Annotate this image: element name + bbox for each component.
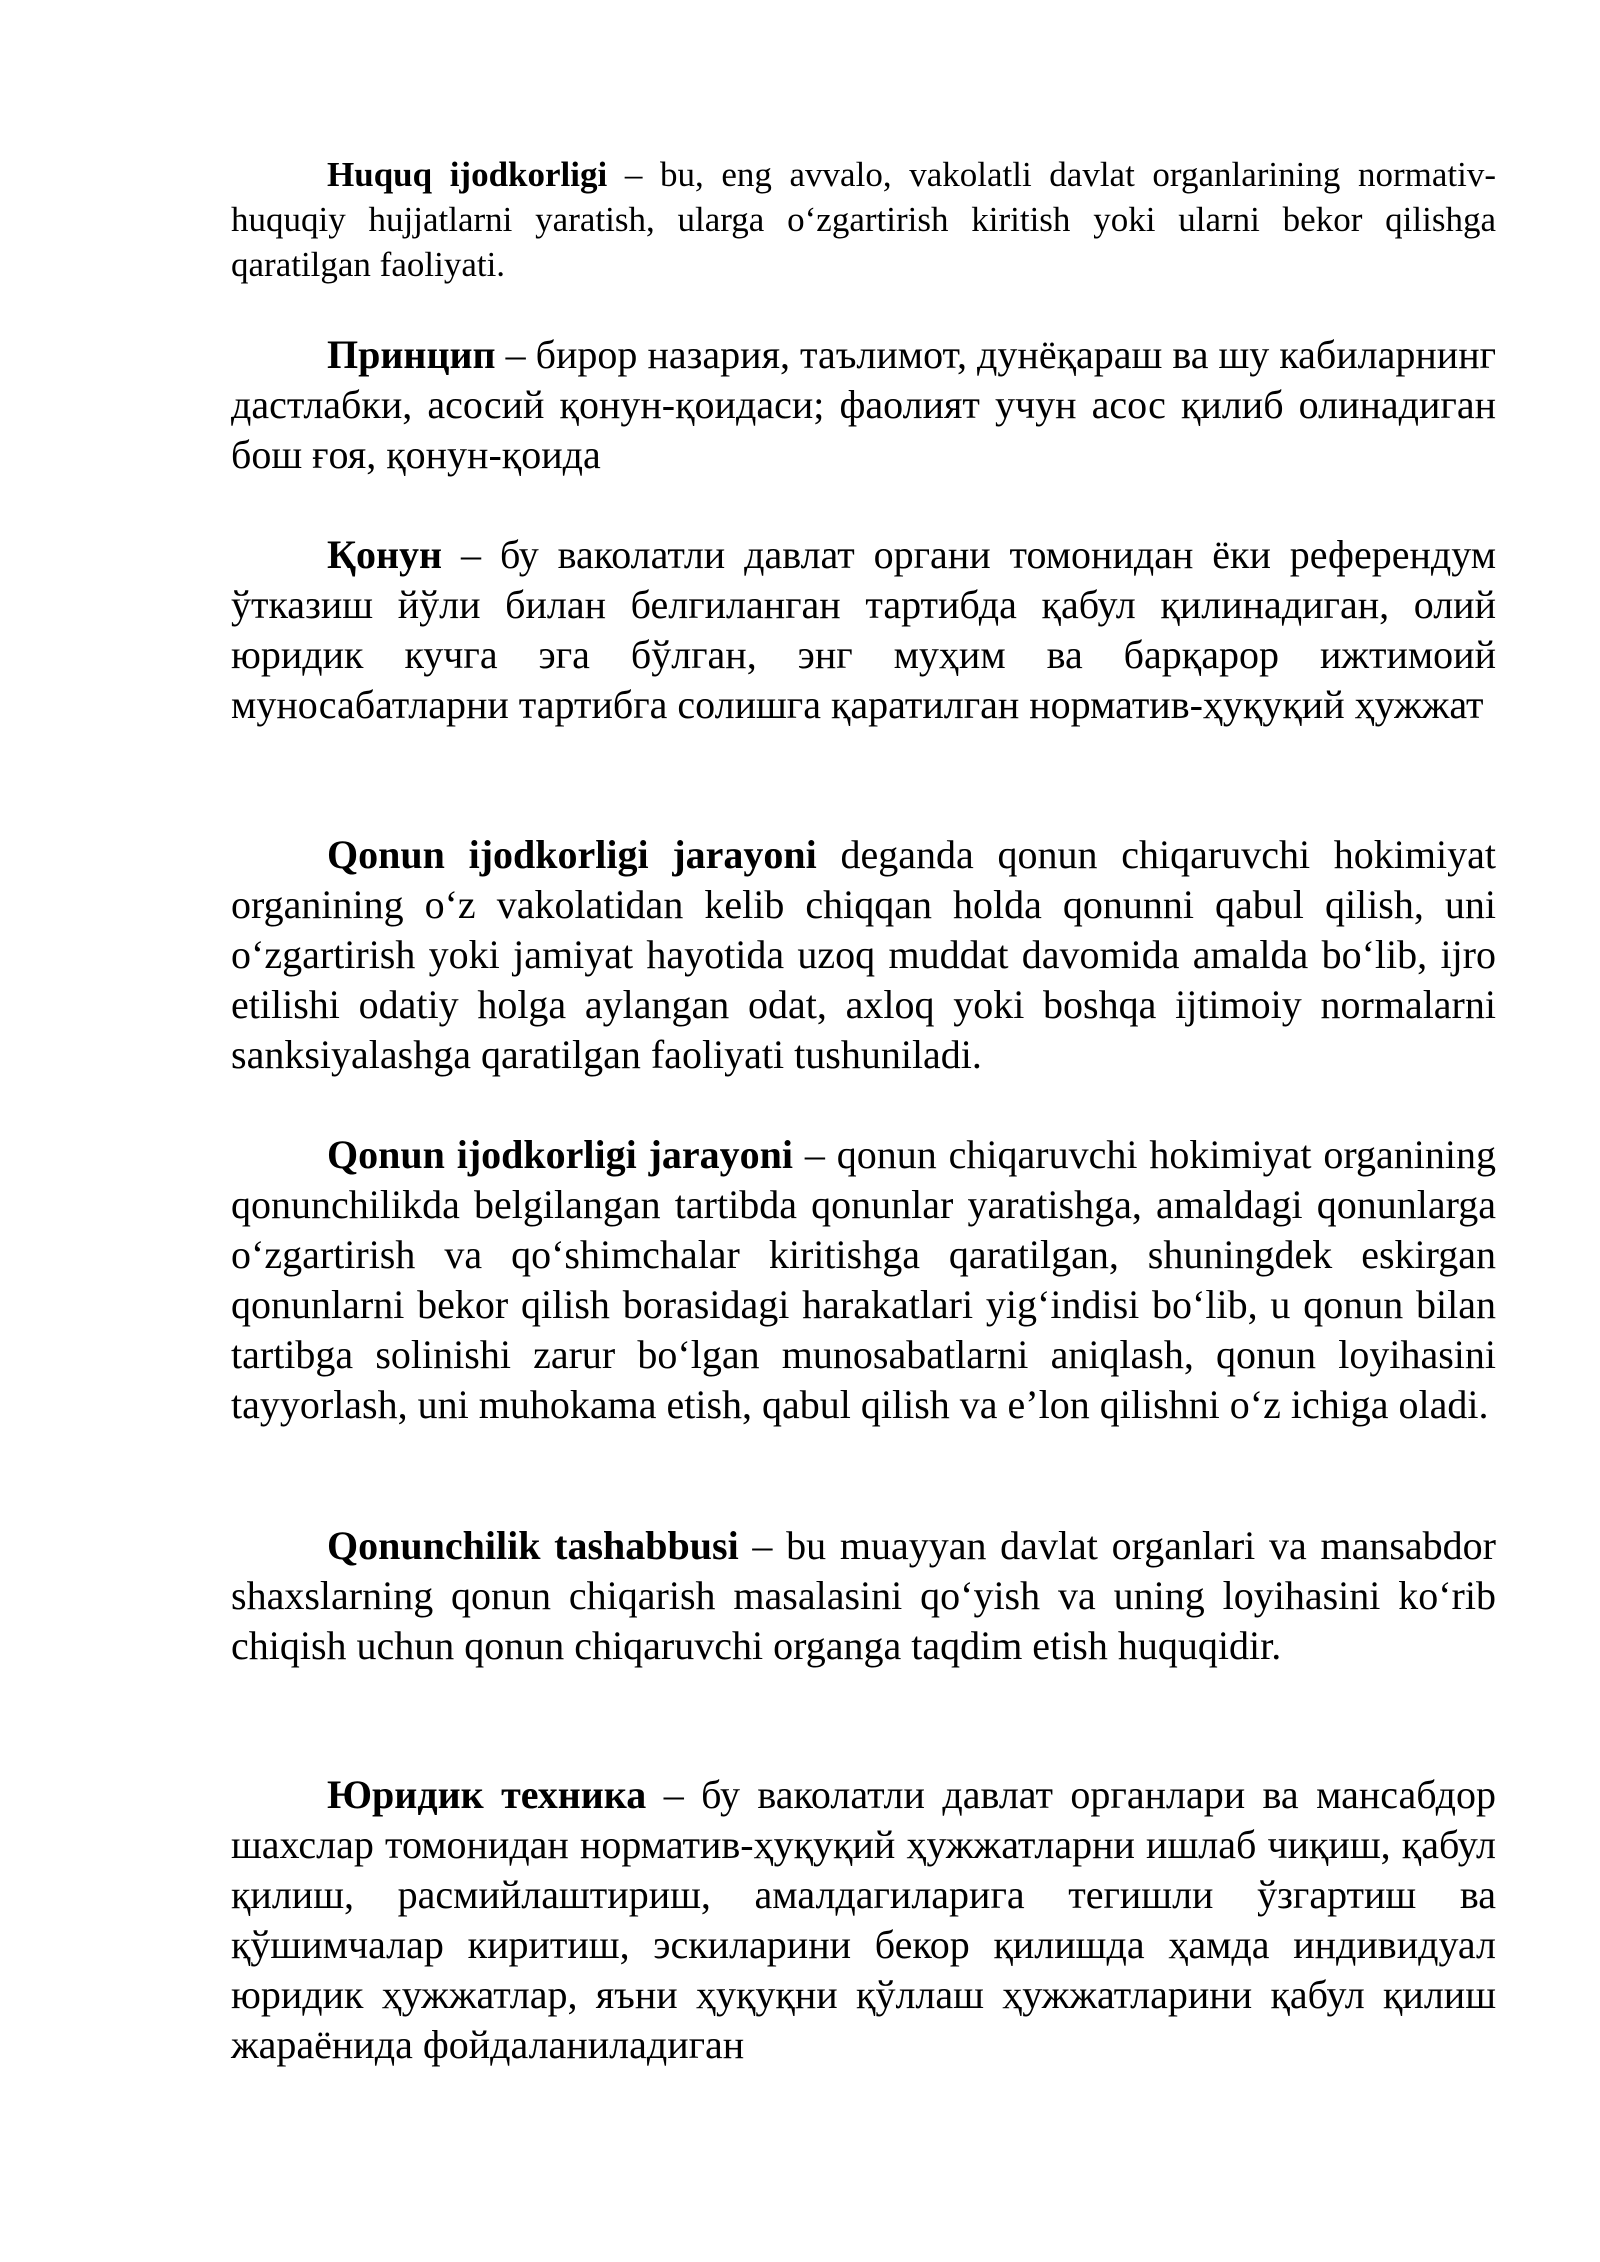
definition-term: Qonun ijodkorligi jarayoni <box>327 832 817 877</box>
definition-text: – бирор назария, таълимот, дунёқараш ва шу кабиларнинг дастлабки, асосий қонун-қоидаси; фаолият учун асос қилиб олинадиган бош ғоя, қонун-қоида <box>231 332 1496 477</box>
definition-paragraph-printsip <box>231 330 1496 480</box>
definition-text: – bu muayyan davlat organlari va mansabdor shaxslarning qonun chiqarish masalasini qo‘yish va uning loyihasini ko‘rib chiqish uchun qonun chiqaruvchi organga taqdim etish huquqidir. <box>231 1523 1496 1668</box>
definition-text: deganda qonun chiqaruvchi hokimiyat organining o‘z vakolatidan kelib chiqqan holda qonunni qabul qilish, uni o‘zgartirish yoki jamiyat hayotida uzoq muddat davomida amalda bo‘lib, ijro etilishi odatiy holga aylangan odat, axloq yoki boshqa ijtimoiy normalarni sanksiyalashga qaratilgan faoliyati tushuniladi. <box>231 832 1496 1077</box>
definition-term: Qonunchilik tashabbusi <box>327 1523 739 1568</box>
definition-term: Қонун <box>327 532 443 577</box>
definition-term: Принцип <box>327 332 496 377</box>
definition-text: – qonun chiqaruvchi hokimiyat organining qonunchilikda belgilangan tartibda qonunlar yaratishga, amaldagi qonunlarga o‘zgartirish va qo‘shimchalar kiritishga qaratilgan, shuningdek eskirgan qonunlarni bekor qilish borasidagi harakatlari yig‘indisi bo‘lib, u qonun bilan tartibga solinishi zarur bo‘lgan munosabatlarni aniqlash, qonun loyihasini tayyorlash, uni muhokama etish, qabul qilish va e’lon qilishni o‘z ichiga oladi. <box>231 1132 1496 1427</box>
definition-term: Huquq ijodkorligi <box>327 155 608 194</box>
definition-paragraph-qonun-ijodkorligi-jarayoni-2 <box>231 1130 1496 1430</box>
definition-text: – bu, eng avvalo, vakolatli davlat organlarining normativ-huquqiy hujjatlarni yaratish, ularga o‘zgartirish kiritish yoki ularni bekor qilishga qaratilgan faoliyati. <box>231 155 1496 284</box>
definition-term: Юридик техника <box>327 1772 647 1817</box>
definition-paragraph-yuridik-texnika <box>231 1770 1496 2070</box>
definition-term: Qonun ijodkorligi jarayoni <box>327 1132 794 1177</box>
definition-paragraph-qonun-ijodkorligi-jarayoni-1 <box>231 830 1496 1080</box>
definition-paragraph-huquq-ijodkorligi <box>231 152 1496 287</box>
definition-paragraph-qonunchilik-tashabbusi <box>231 1521 1496 1671</box>
definition-paragraph-qonun <box>231 530 1496 730</box>
definition-text: – бу ваколатли давлат органи томонидан ёки референдум ўтказиш йўли билан белгиланган тартибда қабул қилинадиган, олий юридик кучга эга бўлган, энг муҳим ва барқарор ижтимоий муносабатларни тартибга солишга қаратилган норматив-ҳуқуқий ҳужжат <box>231 532 1496 727</box>
definition-text: – бу ваколатли давлат органлари ва мансабдор шахслар томонидан норматив-ҳуқуқий ҳужжатларни ишлаб чиқиш, қабул қилиш, расмийлаштириш, амалдагиларига тегишли ўзгартиш ва қўшимчалар киритиш, эскиларини бекор қилишда ҳамда индивидуал юридик ҳужжатлар, яъни ҳуқуқни қўллаш ҳужжатларини қабул қилиш жараёнида фойдаланиладиган <box>231 1772 1497 2067</box>
